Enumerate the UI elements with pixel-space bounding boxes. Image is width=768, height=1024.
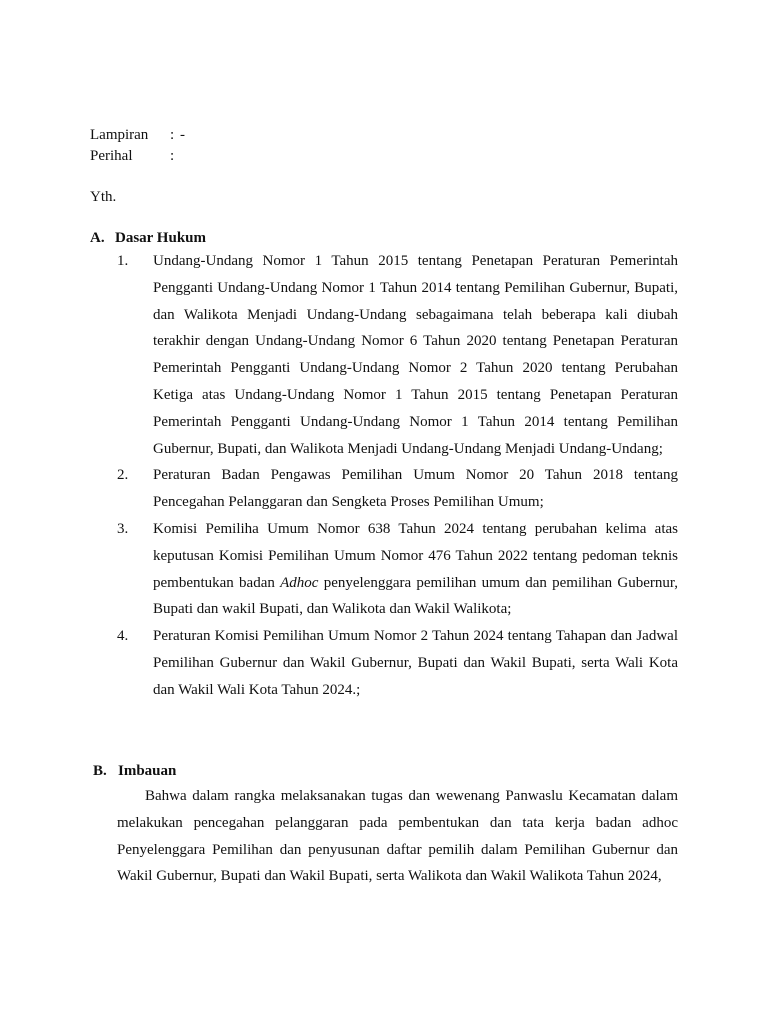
section-a-title: Dasar Hukum bbox=[115, 230, 206, 246]
section-a-letter: A. bbox=[90, 230, 105, 246]
salutation: Yth. bbox=[90, 189, 117, 205]
perihal-separator: : bbox=[170, 148, 175, 164]
list-item-text-before: Komisi Pemiliha Umum Nomor 638 Tahun 2024 tentang perubahan kelima atas keputusan Komisi Pemilihan Umum Nomor 476 Tahun 2022 tentang pedoman teknis pembentukan badan bbox=[153, 520, 678, 591]
lampiran-separator: : bbox=[170, 127, 175, 143]
list-item-text: Peraturan Komisi Pemilihan Umum Nomor 2 Tahun 2024 tentang Tahapan dan Jadwal Pemilihan Gubernur dan Wakil Gubernur, Bupati dan Wakil Bupati, serta Wali Kota dan Wakil Wali Kota Tahun 2024.; bbox=[153, 628, 678, 698]
list-item-number: 3. bbox=[117, 520, 129, 537]
lampiran-label: Lampiran bbox=[90, 127, 149, 143]
perihal-row bbox=[90, 146, 180, 166]
perihal-label: Perihal bbox=[90, 148, 133, 164]
section-b-heading bbox=[93, 761, 176, 781]
section-b-letter: B. bbox=[93, 763, 107, 779]
lampiran-row bbox=[90, 125, 185, 145]
list-item-text-after: penyelenggara pemilihan umum dan pemilihan Gubernur, Bupati dan wakil Bupati, dan Walikota dan Wakil Walikota; bbox=[153, 574, 678, 618]
list-item-number: 4. bbox=[117, 628, 129, 645]
list-item-number: 2. bbox=[117, 467, 129, 484]
section-b-title: Imbauan bbox=[118, 763, 177, 779]
list-item bbox=[117, 623, 678, 703]
list-item bbox=[117, 462, 678, 516]
list-item bbox=[117, 516, 678, 623]
list-item-number: 1. bbox=[117, 253, 129, 269]
section-b-paragraph: Bahwa dalam rangka melaksanakan tugas dan wewenang Panwaslu Kecamatan dalam melakukan pencegahan pelanggaran pada pembentukan dan tata kerja badan adhoc Penyelenggara Pemilihan dan penyusunan daftar pemilih dalam Pemilihan Gubernur dan Wakil Gubernur, Bupati dan Wakil Bupati, serta Walikota dan Wakil Walikota Tahun 2024, bbox=[117, 788, 678, 885]
list-item bbox=[117, 248, 678, 462]
legal-basis-list bbox=[117, 248, 678, 704]
section-a-heading bbox=[90, 228, 206, 248]
lampiran-value: - bbox=[180, 127, 185, 143]
list-item-text-italic: Adhoc bbox=[280, 574, 319, 591]
list-item-text: Peraturan Badan Pengawas Pemilihan Umum Nomor 20 Tahun 2018 tentang Pencegahan Pelanggaran dan Sengketa Proses Pemilihan Umum; bbox=[153, 467, 678, 511]
list-item-text: Undang-Undang Nomor 1 Tahun 2015 tentang Penetapan Peraturan Pemerintah Pengganti Undang-Undang Nomor 1 Tahun 2014 tentang Pemilihan Gubernur, Bupati, dan Walikota Menjadi Undang-Undang sebagaimana telah beberapa kali diubah terakhir dengan Undang-Undang Nomor 6 Tahun 2020 tentang Penetapan Peraturan Pemerintah Pengganti Undang-Undang Nomor 2 Tahun 2020 tentang Perubahan Ketiga atas Undang-Undang Nomor 1 Tahun 2015 tentang Penetapan Peraturan Pemerintah Pengganti Undang-Undang Nomor 1 Tahun 2014 tentang Pemilihan Gubernur, Bupati, dan Walikota Menjadi Undang-Undang Menjadi Undang-Undang; bbox=[153, 253, 678, 457]
